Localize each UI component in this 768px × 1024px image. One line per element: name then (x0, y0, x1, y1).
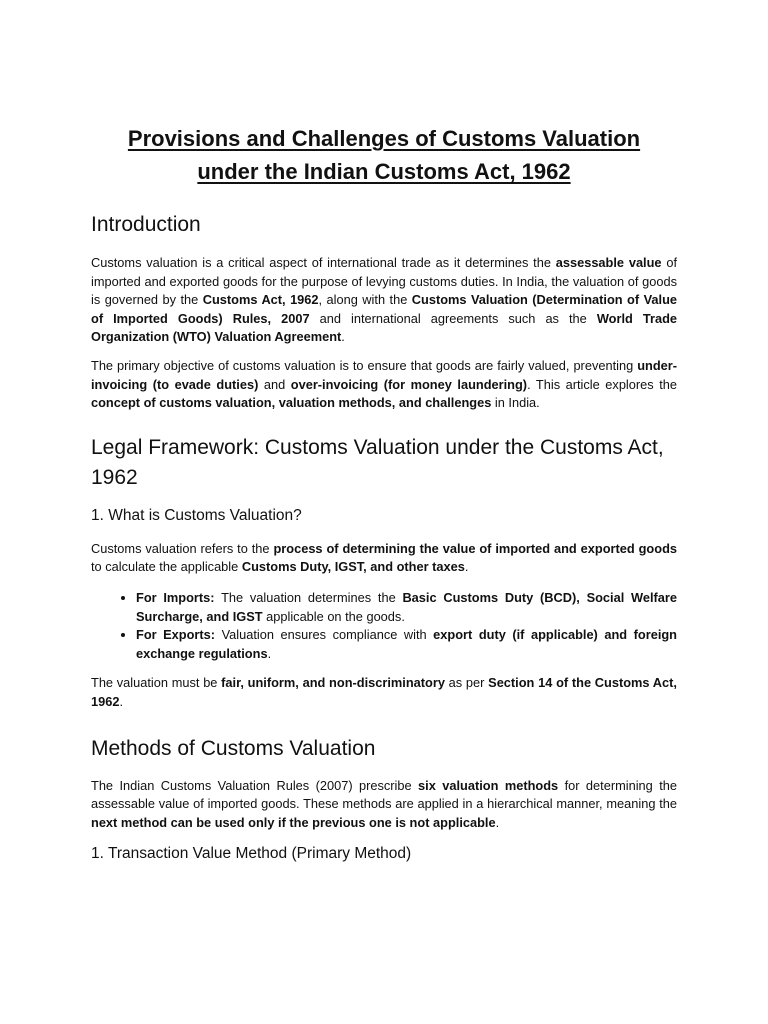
valuation-bullet-list (91, 589, 677, 663)
title-line-1: Provisions and Challenges of Customs Valuation (127, 126, 641, 151)
what-is-customs-valuation-heading: 1. What is Customs Valuation? (91, 506, 302, 524)
legal-framework-paragraph-2: The valuation must be fair, uniform, and non-discriminatory as per Section 14 of the Customs Act, 1962. (91, 675, 677, 709)
list-item-exports: • For Exports: Valuation ensures compliance with export duty (if applicable) and foreign exchange regulations. (136, 626, 677, 663)
introduction-heading: Introduction (91, 213, 201, 236)
document-title (91, 0, 677, 188)
title-line-2: under the Indian Customs Act, 1962 (197, 159, 571, 184)
introduction-paragraph-2: The primary objective of customs valuation is to ensure that goods are fairly valued, preventing under-invoicing (to evade duties) and over-invoicing (for money laundering). This article explores the concept of customs valuation, valuation methods, and challenges in India. (91, 357, 677, 411)
methods-paragraph: The Indian Customs Valuation Rules (2007) prescribe six valuation methods for determining the assessable value of imported goods. These methods are applied in a hierarchical manner, meaning the next method can be used only if the previous one is not applicable. (91, 777, 677, 830)
legal-framework-heading: Legal Framework: Customs Valuation under the Customs Act, 1962 (91, 435, 664, 489)
introduction-paragraph-1: Customs valuation is a critical aspect of international trade as it determines the assessable value of imported and exported goods for the purpose of levying customs duties. In India, the valuation of goods is governed by the Customs Act, 1962, along with the Customs Valuation (Determination of Value of Imported Goods) Rules, 2007 and international agreements such as the World Trade Organization (WTO) Valuation Agreement. (91, 255, 678, 345)
legal-framework-paragraph-1: Customs valuation refers to the process of determining the value of imported and exported goods to calculate the applicable Customs Duty, IGST, and other taxes. (91, 540, 678, 575)
list-item-imports: • For Imports: The valuation determines the Basic Customs Duty (BCD), Social Welfare Surcharge, and IGST applicable on the goods. (136, 589, 677, 626)
methods-heading: Methods of Customs Valuation (91, 736, 376, 760)
transaction-value-method-heading: 1. Transaction Value Method (Primary Method) (91, 845, 412, 863)
